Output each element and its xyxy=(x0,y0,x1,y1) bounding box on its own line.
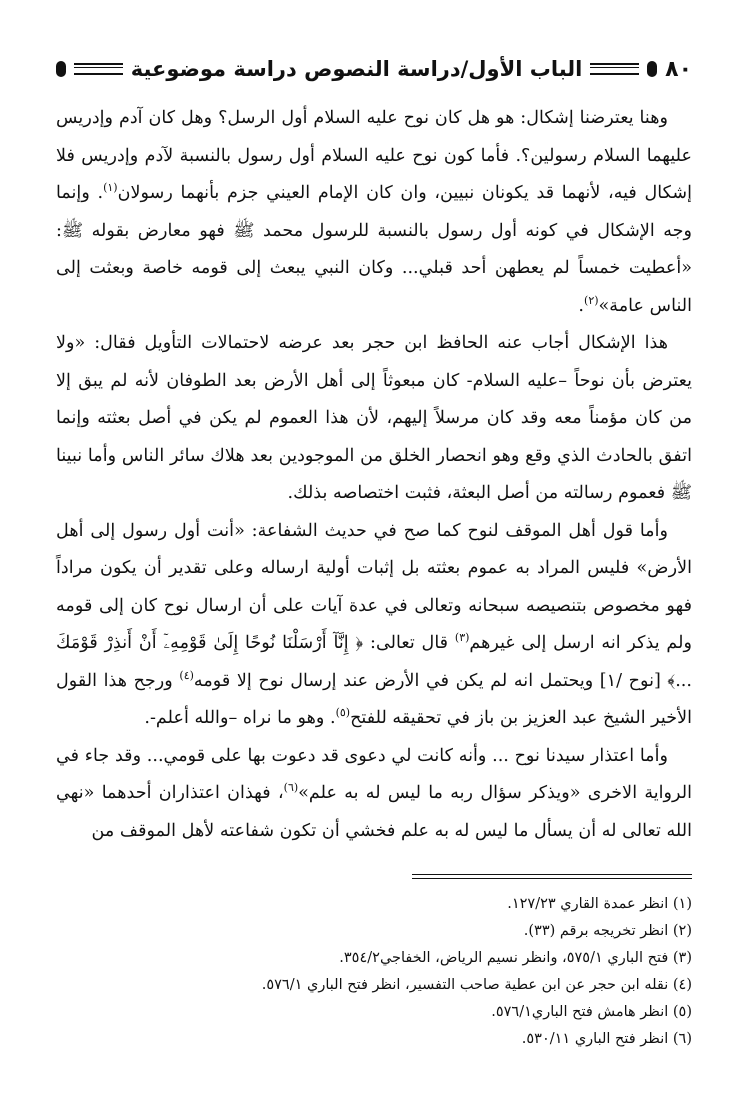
footnote-ref-4: (٤) xyxy=(179,668,194,682)
header-rule-cap-right xyxy=(647,61,657,77)
footnote-2: (٢) انظر تخريجه برقم (٣٣). xyxy=(523,923,692,939)
footnote-ref-3: (٣) xyxy=(454,631,470,645)
header-rule-cap-left xyxy=(56,61,66,77)
paragraph-text: وأما قول أهل الموقف لنوح كما صح في حديث الشفاعة: «أنت أول رسول إلى أهل الأرض» فليس المراد به عموم بعثته بل إثبات أولية ارساله وعلى تقدير أن يكون مراداً فهو مخصوص بتنصيصه سبحانه وتعالى في عدة آيات على أن ارسال نوح كان إلى قومه ولم يذكر انه ارسل إلى غيرهم xyxy=(56,520,692,653)
footnote-1: (١) انظر عمدة القاري ١٢٧/٢٣. xyxy=(507,896,692,912)
paragraph-text: وأما اعتذار سيدنا نوح ... وأنه كانت لي دعوى قد دعوت بها على قومي... وقد جاء في الرواية الاخرى «ويذكر سؤال ربه ما ليس له به علم» xyxy=(56,745,693,803)
header-rule-right xyxy=(590,63,639,75)
paragraph-text: ، فهذان اعتذاران أحدهما «نهي الله تعالى له أن يسأل ما ليس له به علم فخشي أن تكون شفاعته لأهل الموقف من xyxy=(56,783,692,841)
footnote-ref-1: (١) xyxy=(103,181,118,195)
paragraph-text: وهنا يعترضنا إشكال: هو هل كان نوح عليه السلام أول الرسل؟ وهل كان آدم وإدريس عليهما السلام رسولين؟. فأما كون نوح عليه السلام أول رسول بالنسبة لآدم وإدريس فلا إشكال فيه، لأنهما قد يكونان نبيين، وان كان الإمام العيني جزم بأنهما رسولان xyxy=(56,108,693,203)
running-title: الباب الأول/دراسة النصوص دراسة موضوعية xyxy=(130,57,583,81)
page-header xyxy=(56,52,692,86)
paragraph-text: . وهو ما نراه –والله أعلم-. xyxy=(144,708,336,728)
footnote-5: (٥) انظر هامش فتح الباري٥٧٦/١. xyxy=(491,1004,692,1020)
footnote-4: (٤) نقله ابن حجر عن ابن عطية صاحب التفسير، انظر فتح الباري ٥٧٦/١. xyxy=(261,977,692,993)
footnotes xyxy=(56,891,692,1053)
paragraph-text: . xyxy=(578,295,585,316)
footnote-3: (٣) فتح الباري ٥٧٥/١، وانظر نسيم الرياض، الخفاجي٣٥٤/٢. xyxy=(339,950,692,966)
paragraph-text: ورجح هذا القول الأخير الشيخ عبد العزيز بن باز في تحقيقه للفتح xyxy=(56,670,692,728)
paragraph-text: قال تعالى: ﴿ إِنَّآ أَرْسَلْنَا نُوحًا إِلَىٰ قَوْمِهِۦٓ أَنْ أَنذِرْ قَوْمَكَ ...﴾ [نوح /١] ويحتمل انه لم يكن في الأرض عند إرسال نوح إلا قومه xyxy=(56,633,692,691)
main-text xyxy=(56,100,692,850)
header-rule-left xyxy=(74,63,123,75)
paragraph-2 xyxy=(56,325,692,513)
footnote-ref-5: (٥) xyxy=(335,706,351,720)
paragraph-text: هذا الإشكال أجاب عنه الحافظ ابن حجر بعد عرضه لاحتمالات التأويل فقال: «ولا يعترض بأن نوحاً –عليه السلام- كان مبعوثاً إلى أهل الأرض بعد الطوفان لأنه لم يبق إلا من كان مؤمناً معه وقد كان مرسلاً إليهم، لأن هذا العموم لم يكن في أصل بعثته وإنما اتفق بالحادث الذي وقع وهو انحصار الخلق من الموجودين بعد هلاك سائر الناس وأما نبينا ﷺ فعموم رسالته من أصل البعثة، فثبت اختصاصه بذلك. xyxy=(56,333,692,503)
page-number: ٨٠ xyxy=(665,56,692,82)
footnote-ref-2: (٢) xyxy=(584,293,599,307)
footnote-ref-6: (٦) xyxy=(283,781,299,795)
footnotes-divider xyxy=(412,874,692,879)
paragraph-text: . وإنما وجه الإشكال في كونه أول رسول بالنسبة للرسول محمد ﷺ فهو معارض بقوله ﷺ: «أعطيت خمساً لم يعطهن أحد قبلي... وكان النبي يبعث إلى قومه خاصة وبعثت إلى الناس عامة» xyxy=(56,183,692,316)
paragraph-4 xyxy=(56,738,692,851)
paragraph-3 xyxy=(56,513,692,738)
paragraph-1 xyxy=(56,100,692,325)
footnote-6: (٦) انظر فتح الباري ٥٣٠/١١. xyxy=(521,1031,692,1047)
book-page xyxy=(56,52,692,1053)
